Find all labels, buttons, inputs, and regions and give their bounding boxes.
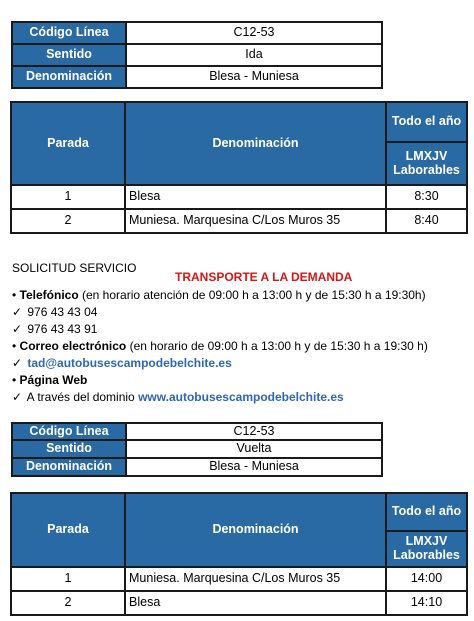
stop-name: Blesa bbox=[125, 591, 386, 615]
line-code-label: Código Línea bbox=[12, 22, 126, 44]
service-title: SOLICITUD SERVICIO bbox=[12, 261, 137, 275]
email-link[interactable]: tad@autobusescampodebelchite.es bbox=[27, 356, 232, 370]
direction-label: Sentido bbox=[12, 44, 126, 66]
web-label: Página Web bbox=[19, 373, 88, 387]
on-demand-title: TRANSPORTE A LA DEMANDA bbox=[175, 270, 353, 284]
check-icon: ✓ bbox=[12, 305, 23, 319]
col-stop-header: Parada bbox=[11, 493, 125, 567]
check-icon: ✓ bbox=[12, 390, 23, 404]
phone-hours: (en horario atención de 09:00 h a 13:00 h y de 15:30 h a 19:30h) bbox=[78, 288, 426, 302]
route-name-label: Denominación bbox=[12, 458, 126, 476]
email-method bbox=[12, 339, 428, 353]
stop-number: 2 bbox=[11, 591, 125, 615]
direction-label: Sentido bbox=[12, 440, 126, 458]
direction-value: Ida bbox=[126, 44, 382, 66]
stop-time: 14:10 bbox=[386, 591, 467, 615]
bullet-icon: • bbox=[12, 373, 17, 387]
col-name-header: Denominación bbox=[125, 102, 386, 185]
stop-time: 14:00 bbox=[386, 567, 467, 591]
phone-label: Telefónico bbox=[19, 288, 79, 302]
phone-method bbox=[12, 288, 426, 302]
bullet-icon: • bbox=[12, 288, 17, 302]
line-code-label: Código Línea bbox=[12, 423, 126, 440]
route-name-value: Blesa - Muniesa bbox=[126, 458, 382, 476]
return-info-table bbox=[11, 422, 383, 477]
check-icon: ✓ bbox=[12, 322, 23, 336]
outbound-schedule-table bbox=[10, 101, 468, 234]
stop-name: Muniesa. Marquesina C/Los Muros 35 bbox=[125, 567, 386, 591]
stop-name: Blesa bbox=[125, 185, 386, 209]
stop-number: 2 bbox=[11, 209, 125, 233]
email-label: Correo electrónico bbox=[19, 339, 127, 353]
table-row bbox=[11, 209, 467, 233]
line-code-value: C12-53 bbox=[126, 423, 382, 440]
table-row bbox=[11, 567, 467, 591]
email-line bbox=[12, 356, 232, 370]
web-method bbox=[12, 373, 87, 387]
stop-time: 8:40 bbox=[386, 209, 467, 233]
phone-1-line bbox=[12, 305, 97, 319]
col-days-header: LMXJV Laborables bbox=[386, 142, 467, 185]
stop-name: Muniesa. Marquesina C/Los Muros 35 bbox=[125, 209, 386, 233]
web-link[interactable]: www.autobusescampodebelchite.es bbox=[138, 390, 344, 404]
col-days-header: LMXJV Laborables bbox=[386, 531, 467, 567]
check-icon: ✓ bbox=[12, 356, 23, 370]
col-period-header: Todo el año bbox=[386, 493, 467, 531]
route-name-label: Denominación bbox=[12, 66, 126, 88]
outbound-info-table bbox=[11, 21, 383, 89]
bullet-icon: • bbox=[12, 339, 17, 353]
web-line bbox=[12, 390, 344, 404]
col-stop-header: Parada bbox=[11, 102, 125, 185]
email-hours: (en horario de 09:00 h a 13:00 h y de 15:30 h a 19:30 h) bbox=[126, 339, 428, 353]
stop-time: 8:30 bbox=[386, 185, 467, 209]
col-period-header: Todo el año bbox=[386, 102, 467, 142]
stop-number: 1 bbox=[11, 567, 125, 591]
table-row bbox=[11, 185, 467, 209]
web-prefix: A través del dominio bbox=[26, 390, 139, 404]
phone-2-line bbox=[12, 322, 97, 336]
table-row bbox=[11, 591, 467, 615]
return-schedule-table bbox=[10, 492, 468, 616]
direction-value: Vuelta bbox=[126, 440, 382, 458]
phone-1[interactable]: 976 43 43 04 bbox=[27, 305, 98, 319]
phone-2[interactable]: 976 43 43 91 bbox=[27, 322, 98, 336]
route-name-value: Blesa - Muniesa bbox=[126, 66, 382, 88]
stop-number: 1 bbox=[11, 185, 125, 209]
col-name-header: Denominación bbox=[125, 493, 386, 567]
line-code-value: C12-53 bbox=[126, 22, 382, 44]
